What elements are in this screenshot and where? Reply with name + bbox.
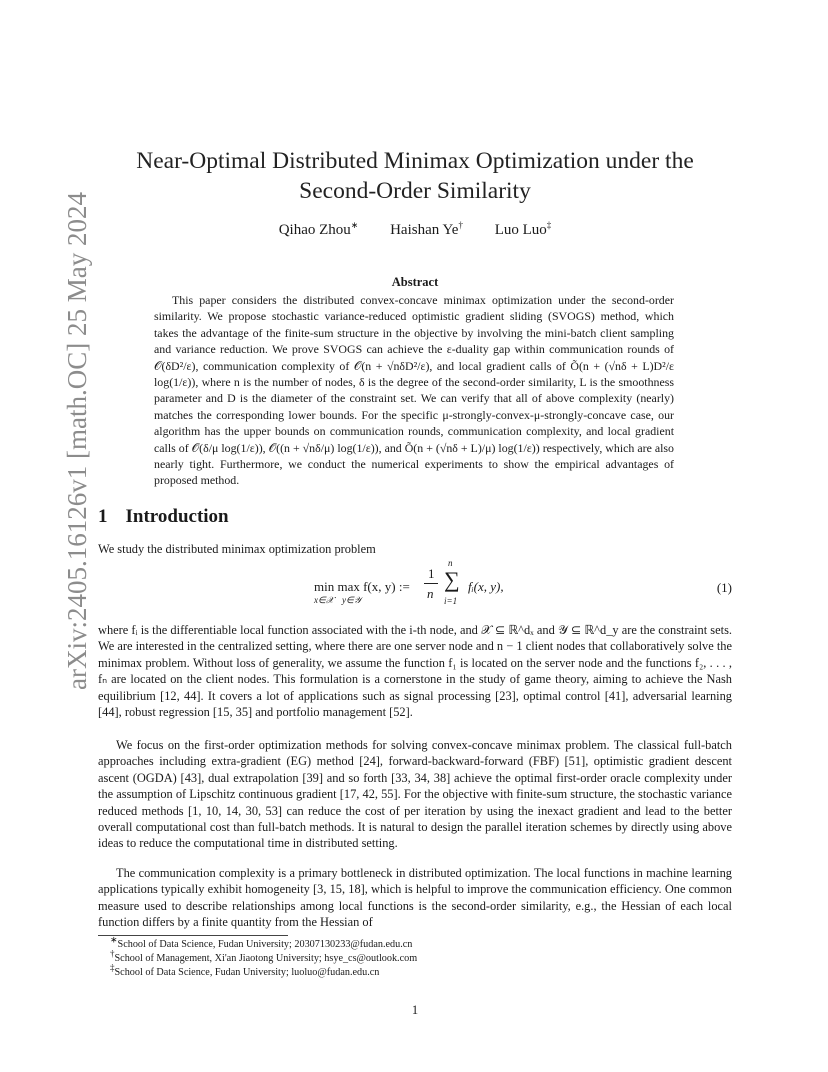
author-footnote-mark: ‡ xyxy=(546,220,552,230)
title-line-1: Near-Optimal Distributed Minimax Optimization under the xyxy=(136,148,694,174)
author-footnote-mark: ∗ xyxy=(350,220,359,230)
equation-min-subscript: x∈𝒳 xyxy=(314,595,334,605)
equation-1 xyxy=(98,558,732,614)
equation-number: (1) xyxy=(716,580,732,595)
paragraph-2: We focus on the first-order optimization methods for solving convex-concave minimax problem. The classical full-batch approaches including extra-gradient (EG) method [24], forward-backward-forward (FBF) [51], optimistic gradient descent ascent (OGDA) [43], dual extrapolation [39] and so forth [33, 34, 38] achieve the optimal first-order oracle complexity under the assumption of Lipschitz continuous gradient [17, 42, 55]. For the objective with finite-sum structure, the stochastic variance reduced methods [1, 10, 14, 30, 53] can reduce the cost of per iteration by using the inexact gradient and lead to the better overall computational cost than full-batch methods. It is natural to design the parallel iteration schemes by directly using above ideas to reduce the computational time in distributed setting. xyxy=(98,738,732,851)
arxiv-identifier: arXiv:2405.16126v1 [math.OC] 25 May 2024 xyxy=(62,192,92,690)
section-title: Introduction xyxy=(125,506,229,527)
author-footnote-mark: † xyxy=(458,220,463,230)
footnote-1 xyxy=(110,934,413,950)
footnote-2 xyxy=(110,948,418,964)
author-name: Luo Luo xyxy=(494,222,547,238)
abstract-heading: Abstract xyxy=(391,275,439,289)
footnote-text: School of Data Science, Fudan University; 20307130233@fudan.edu.cn xyxy=(117,939,413,950)
paragraph-1: where fᵢ is the differentiable local function associated with the i-th node, and 𝒳 ⊆ ℝ^dₓ and 𝒴 ⊆ ℝ^d_y are the constraint sets. We are interested in the centralized setting, where there are one server node and n − 1 client nodes that collaboratively solve the minimax problem. Without loss of generality, we assume the function f₁ is located on the server node and the functions f₂, . . . , fₙ are located on the client nodes. This formulation is a cornerstone in the study of game theory, aiming to achieve the Nash equilibrium [12, 44]. It covers a lot of applications such as signal processing [23], optimal control [41], adversarial learning [44], robust regression [15, 35] and portfolio management [52]. xyxy=(98,623,732,720)
summation-icon: ∑ xyxy=(444,567,460,592)
author-2 xyxy=(390,222,463,238)
footnote-text: School of Management, Xi'an Jiaotong University; hsye_cs@outlook.com xyxy=(114,953,418,964)
author-name: Qihao Zhou xyxy=(278,222,351,238)
fraction-bar xyxy=(424,583,438,584)
author-list xyxy=(98,222,732,239)
sum-lower-limit: i=1 xyxy=(444,596,458,606)
footnote-3 xyxy=(110,962,380,978)
author-3 xyxy=(495,222,552,238)
page-number: 1 xyxy=(411,1003,419,1017)
footnote-mark: † xyxy=(110,948,115,959)
title-line-2: Second-Order Similarity xyxy=(299,178,531,204)
author-1 xyxy=(279,222,359,238)
equation-lhs: min max f(x, y) := xyxy=(314,579,410,594)
paragraph-3: The communication complexity is a primary bottleneck in distributed optimization. The local functions in machine learning applications typically exhibit homogeneity [3, 15, 18], which is helpful to improve the communication efficiency. One common measure used to describe relationships among local functions is the second-order similarity, e.g., the Hessian of each local function differs by a finite quantity from the Hessian of xyxy=(98,866,732,930)
author-name: Haishan Ye xyxy=(390,222,459,238)
section-heading xyxy=(98,506,229,528)
footnote-divider xyxy=(98,935,288,936)
footnote-text: School of Data Science, Fudan University; luoluo@fudan.edu.cn xyxy=(114,967,380,978)
fraction-numerator: 1 xyxy=(428,566,435,581)
fraction-denominator: n xyxy=(427,586,434,601)
sum-upper-limit: n xyxy=(448,558,453,568)
footnote-mark: ∗ xyxy=(110,934,118,945)
equation-rhs: fᵢ(x, y), xyxy=(468,579,504,594)
intro-lead: We study the distributed minimax optimization problem xyxy=(98,542,376,556)
paper-title xyxy=(98,146,732,206)
footnote-mark: ‡ xyxy=(110,962,115,973)
section-number: 1 xyxy=(98,506,108,527)
arxiv-stamp xyxy=(14,192,92,690)
equation-max-subscript: y∈𝒴 xyxy=(342,595,361,605)
abstract-body: This paper considers the distributed convex-concave minimax optimization under the second-order similarity. We propose stochastic variance-reduced optimistic gradient sliding (SVOGS) method, which takes the advantage of the finite-sum structure in the objective by involving the mini-batch client sampling and variance reduction. We prove SVOGS can achieve the ε-duality gap within communication rounds of 𝒪(δD²/ε), communication complexity of 𝒪(n + √nδD²/ε), and local gradient calls of Õ(n + (√nδ + L)D²/ε log(1/ε)), where n is the number of nodes, δ is the degree of the second-order similarity, L is the smoothness parameter and D is the diameter of the constraint set. We can verify that all of above complexity (nearly) matches the corresponding lower bounds. For the specific μ-strongly-convex-μ-strongly-concave case, our algorithm has the upper bounds on communication rounds, communication complexity, and local gradient calls of 𝒪(δ/μ log(1/ε)), 𝒪((n + √nδ/μ) log(1/ε)), and Õ(n + (√nδ + L)/μ) log(1/ε)) respectively, which are also nearly tight. Furthermore, we conduct the numerical experiments to show the empirical advantages of proposed method. xyxy=(154,293,674,488)
